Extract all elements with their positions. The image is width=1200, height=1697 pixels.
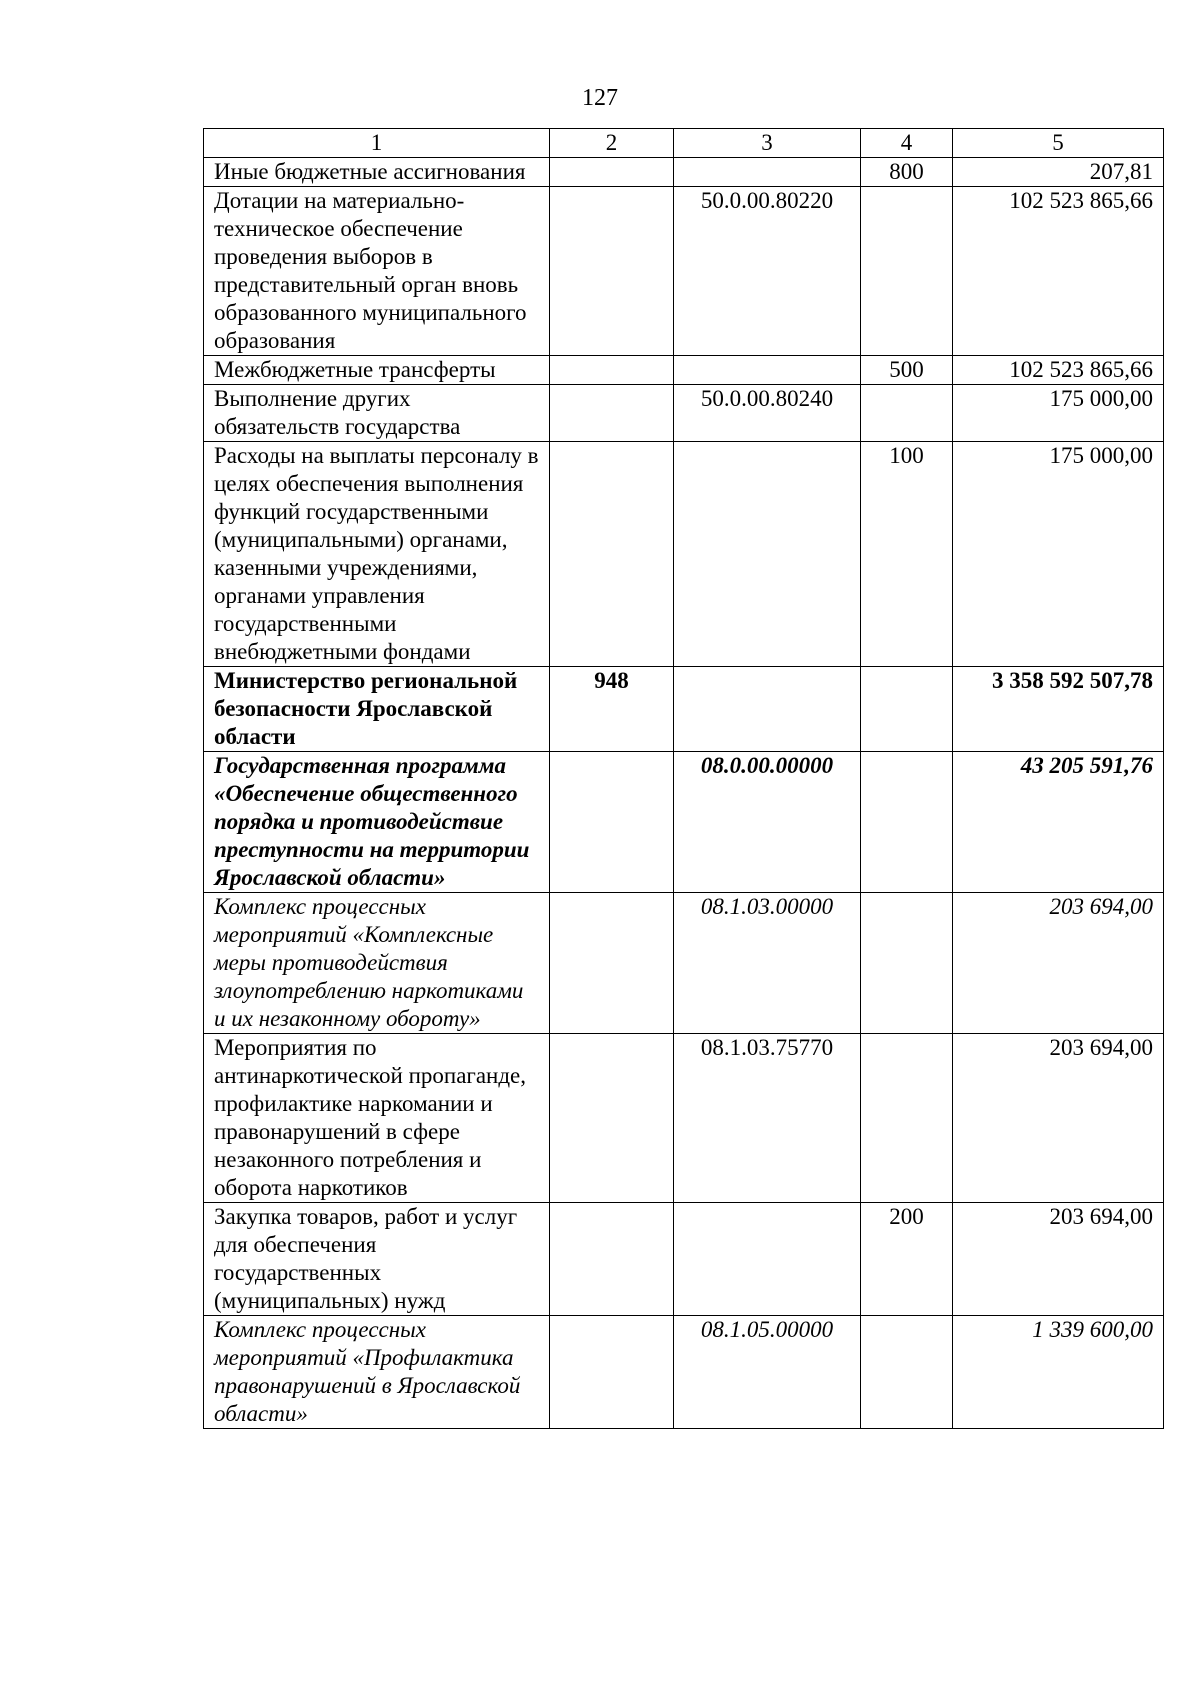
table-header-row bbox=[204, 129, 1164, 158]
row-amount-cell: 1 339 600,00 bbox=[953, 1316, 1164, 1429]
row-target-cell bbox=[674, 442, 861, 667]
table-row bbox=[204, 385, 1164, 442]
table-row bbox=[204, 158, 1164, 187]
column-header-4: 4 bbox=[861, 129, 953, 158]
column-header-5: 5 bbox=[953, 129, 1164, 158]
table-row bbox=[204, 442, 1164, 667]
row-amount-cell: 102 523 865,66 bbox=[953, 187, 1164, 356]
table-row bbox=[204, 1203, 1164, 1316]
row-target-cell: 08.0.00.00000 bbox=[674, 752, 861, 893]
row-target-cell bbox=[674, 1203, 861, 1316]
row-code-cell bbox=[550, 442, 674, 667]
row-target-cell: 08.1.05.00000 bbox=[674, 1316, 861, 1429]
table-row bbox=[204, 667, 1164, 752]
row-name-cell: Дотации на материально-техническое обеспечение проведения выборов в представительный орган вновь образованного муниципального образования bbox=[204, 187, 550, 356]
table-row bbox=[204, 893, 1164, 1034]
row-code-cell bbox=[550, 187, 674, 356]
row-amount-cell: 203 694,00 bbox=[953, 893, 1164, 1034]
table-row bbox=[204, 752, 1164, 893]
row-amount-cell: 175 000,00 bbox=[953, 442, 1164, 667]
row-type-cell bbox=[861, 752, 953, 893]
row-target-cell bbox=[674, 667, 861, 752]
row-name-cell: Межбюджетные трансферты bbox=[204, 356, 550, 385]
row-target-cell bbox=[674, 158, 861, 187]
table-row bbox=[204, 1034, 1164, 1203]
row-type-cell bbox=[861, 893, 953, 1034]
row-name-cell: Мероприятия по антинаркотической пропаганде, профилактике наркомании и правонарушений в сфере незаконного потребления и оборота наркотиков bbox=[204, 1034, 550, 1203]
row-target-cell bbox=[674, 356, 861, 385]
row-type-cell bbox=[861, 1034, 953, 1203]
table-row bbox=[204, 1316, 1164, 1429]
row-code-cell bbox=[550, 1316, 674, 1429]
row-type-cell bbox=[861, 667, 953, 752]
row-name-cell: Министерство региональной безопасности Ярославской области bbox=[204, 667, 550, 752]
row-code-cell bbox=[550, 893, 674, 1034]
row-code-cell bbox=[550, 752, 674, 893]
row-target-cell: 08.1.03.00000 bbox=[674, 893, 861, 1034]
row-code-cell bbox=[550, 1034, 674, 1203]
row-name-cell: Государственная программа «Обеспечение общественного порядка и противодействие преступности на территории Ярославской области» bbox=[204, 752, 550, 893]
row-amount-cell: 102 523 865,66 bbox=[953, 356, 1164, 385]
row-name-cell: Закупка товаров, работ и услуг для обеспечения государственных (муниципальных) нужд bbox=[204, 1203, 550, 1316]
column-header-2: 2 bbox=[550, 129, 674, 158]
row-type-cell: 800 bbox=[861, 158, 953, 187]
row-name-cell: Комплекс процессных мероприятий «Комплексные меры противодействия злоупотреблению наркотиками и их незаконному обороту» bbox=[204, 893, 550, 1034]
row-code-cell bbox=[550, 385, 674, 442]
row-name-cell: Выполнение других обязательств государства bbox=[204, 385, 550, 442]
row-amount-cell: 43 205 591,76 bbox=[953, 752, 1164, 893]
row-type-cell bbox=[861, 1316, 953, 1429]
row-target-cell: 50.0.00.80240 bbox=[674, 385, 861, 442]
row-name-cell: Расходы на выплаты персоналу в целях обеспечения выполнения функций государственными (муниципальными) органами, казенными учреждениями, органами управления государственными внебюджетными фондами bbox=[204, 442, 550, 667]
row-amount-cell: 3 358 592 507,78 bbox=[953, 667, 1164, 752]
column-header-3: 3 bbox=[674, 129, 861, 158]
row-code-cell bbox=[550, 1203, 674, 1316]
row-amount-cell: 207,81 bbox=[953, 158, 1164, 187]
table-row bbox=[204, 187, 1164, 356]
row-type-cell: 500 bbox=[861, 356, 953, 385]
row-name-cell: Иные бюджетные ассигнования bbox=[204, 158, 550, 187]
row-name-cell: Комплекс процессных мероприятий «Профилактика правонарушений в Ярославской области» bbox=[204, 1316, 550, 1429]
row-type-cell bbox=[861, 187, 953, 356]
row-code-cell bbox=[550, 158, 674, 187]
row-type-cell: 200 bbox=[861, 1203, 953, 1316]
row-target-cell: 50.0.00.80220 bbox=[674, 187, 861, 356]
row-code-cell bbox=[550, 356, 674, 385]
row-target-cell: 08.1.03.75770 bbox=[674, 1034, 861, 1203]
page-number: 127 bbox=[582, 85, 618, 111]
row-type-cell: 100 bbox=[861, 442, 953, 667]
budget-table bbox=[203, 128, 1164, 1429]
row-code-cell: 948 bbox=[550, 667, 674, 752]
row-amount-cell: 175 000,00 bbox=[953, 385, 1164, 442]
table-row bbox=[204, 356, 1164, 385]
row-type-cell bbox=[861, 385, 953, 442]
row-amount-cell: 203 694,00 bbox=[953, 1203, 1164, 1316]
column-header-1: 1 bbox=[204, 129, 550, 158]
row-amount-cell: 203 694,00 bbox=[953, 1034, 1164, 1203]
